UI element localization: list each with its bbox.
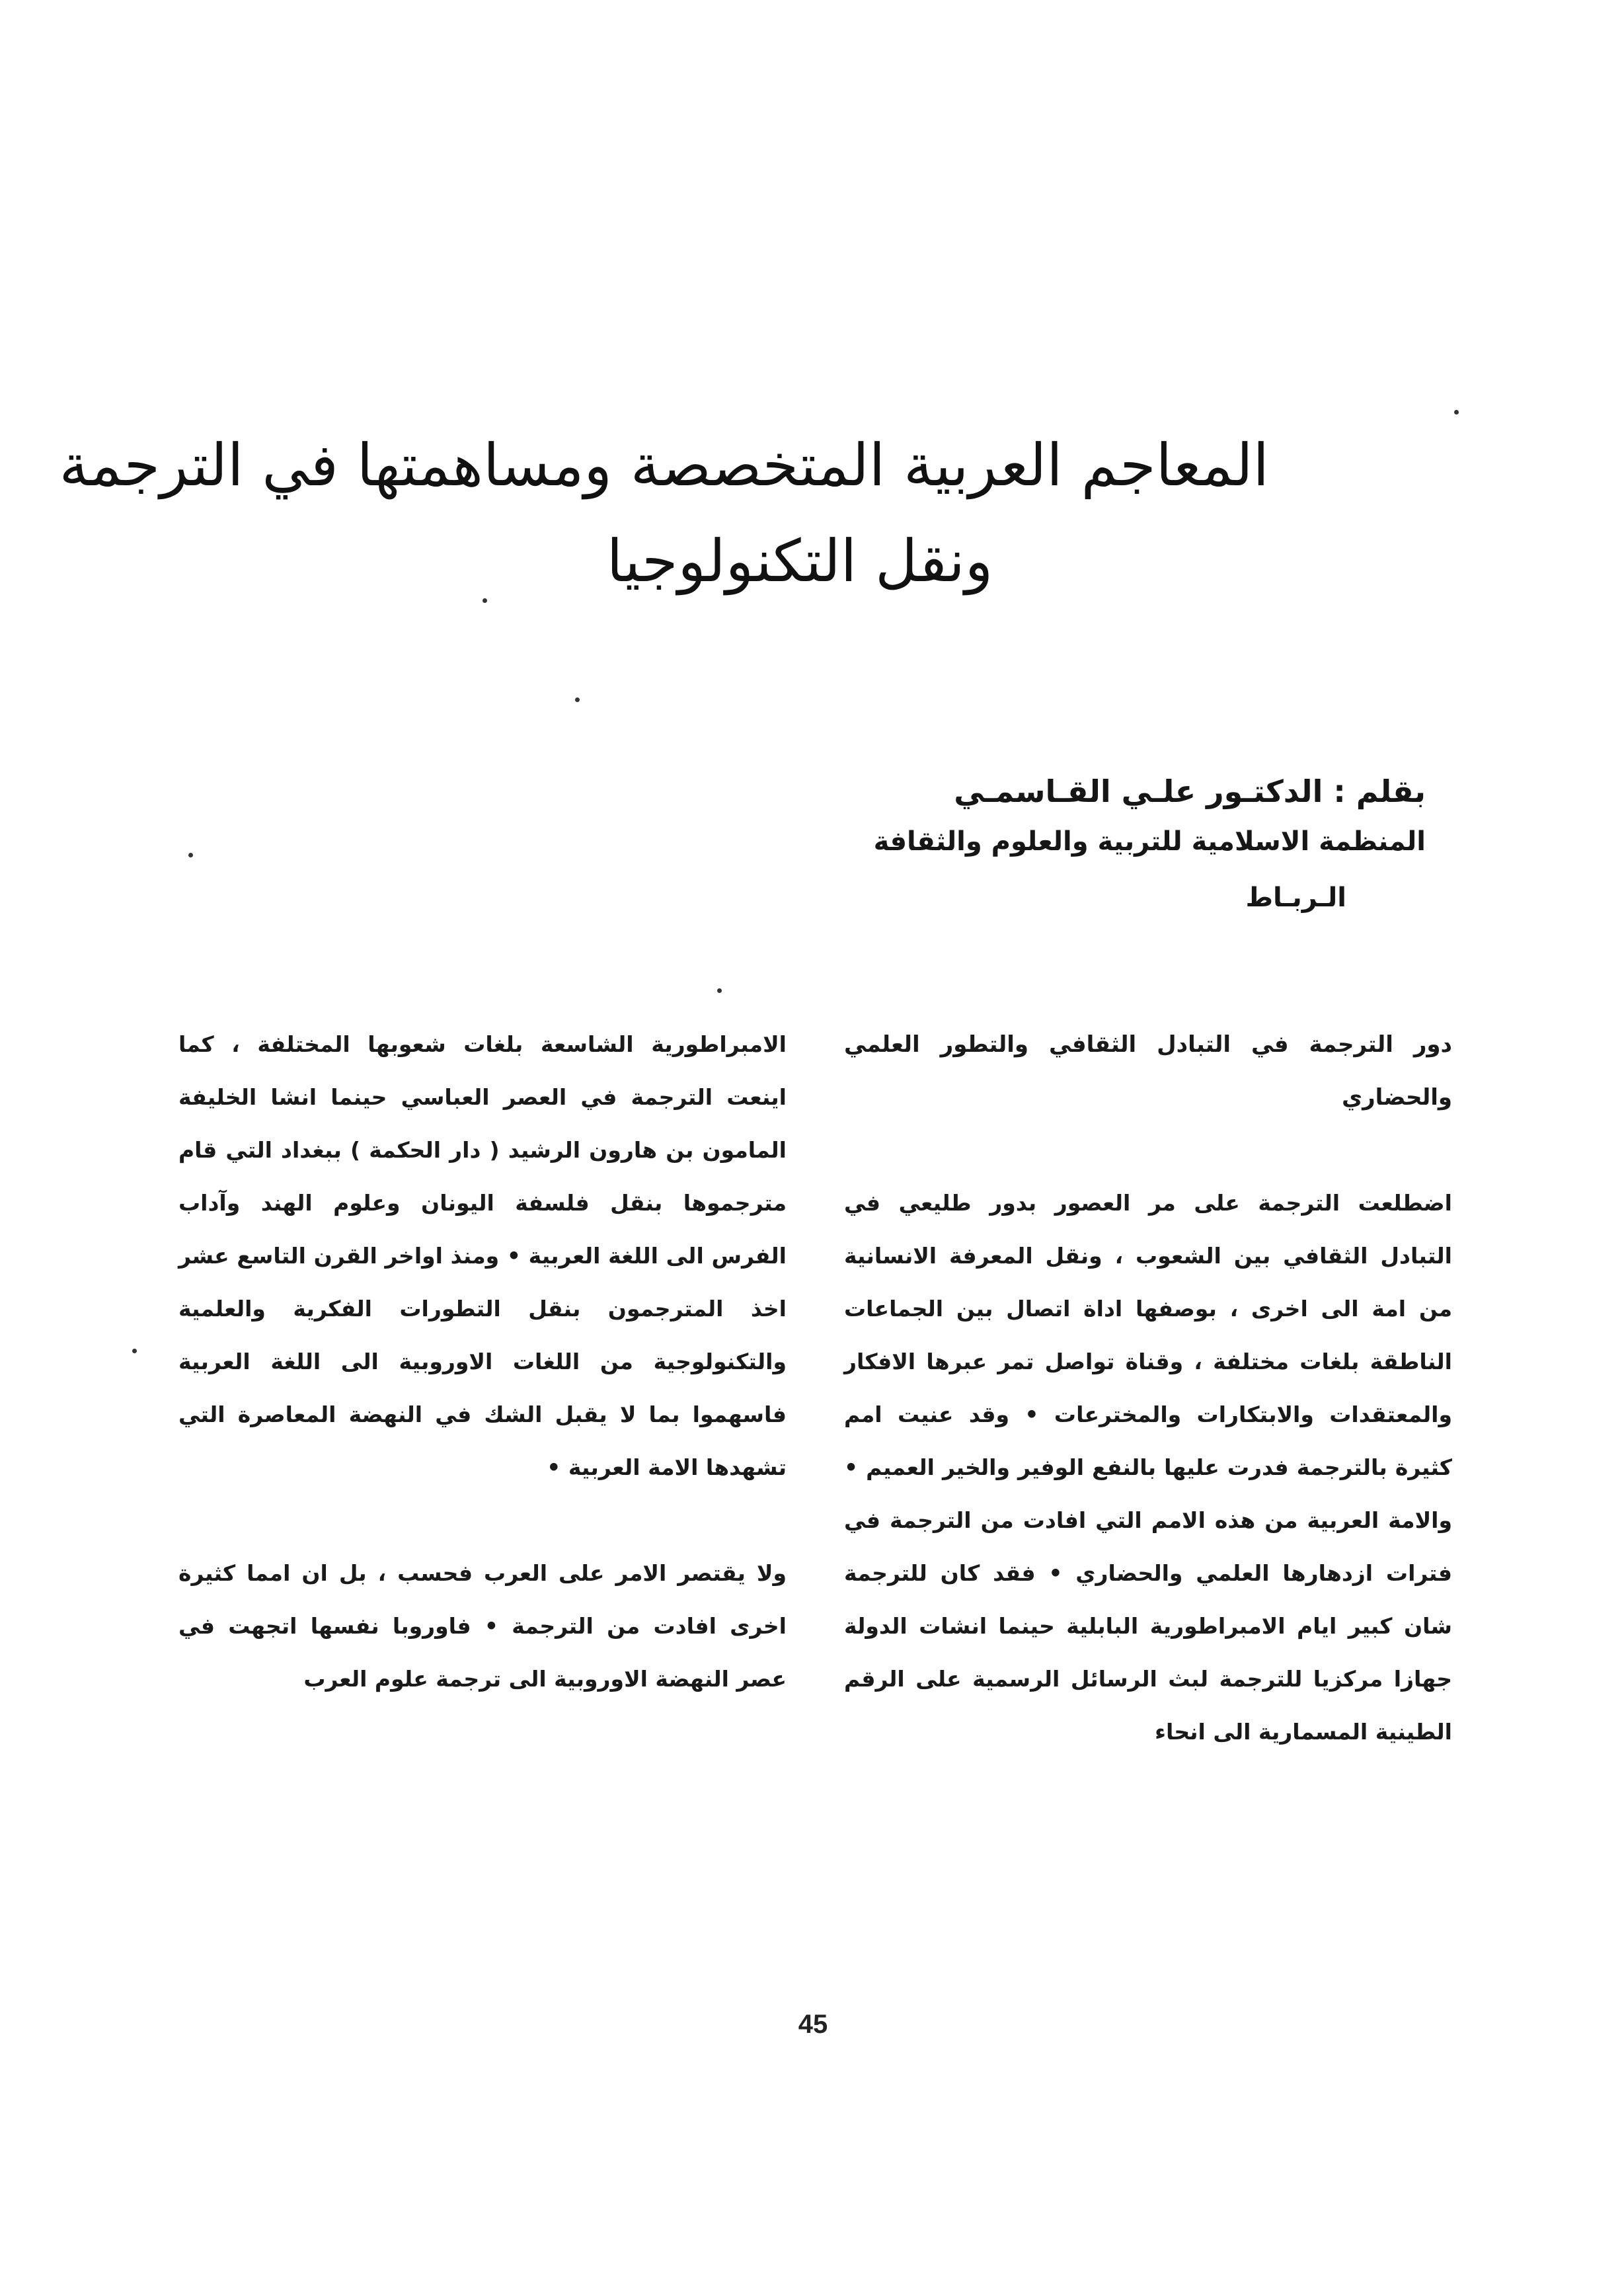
page-number: 45 bbox=[798, 2010, 828, 2039]
scan-speck bbox=[575, 697, 580, 702]
body-paragraph: الامبراطورية الشاسعة بلغات شعوبها المختلفة ، كما اينعت الترجمة في العصر العباسي حينما انشا الخليفة المامون بن هارون الرشيد ( دار الحكمة ) ببغداد التي قام مترجموها بنقل فلسفة اليونان وعلوم الهند وآداب الفرس الى اللغة العربية • ومنذ اواخر القرن التاسع عشر اخذ المترجمون بنقل التطورات الفكرية والعلمية والتكنولوجية من اللغات الاوروبية الى اللغة العربية فاسهموا بما لا يقبل الشك في النهضة المعاصرة التي تشهدها الامة العربية • bbox=[178, 1031, 787, 1480]
scan-speck bbox=[483, 598, 487, 603]
scan-speck bbox=[717, 988, 722, 993]
author-line: بقلم : الدكتـور علـي القـاسمـي bbox=[954, 773, 1426, 809]
article-title-line-2: ونقل التكنولوجيا bbox=[606, 527, 993, 595]
city-line: الـربـاط bbox=[1245, 883, 1346, 913]
left-text-column bbox=[178, 1018, 787, 1706]
section-heading: دور الترجمة في التبادل الثقافي والتطور العلمي والحضاري bbox=[844, 1031, 1452, 1111]
article-title-line-1: المعاجم العربية المتخصصة ومساهمتها في الترجمة bbox=[59, 431, 1269, 499]
right-text-column bbox=[844, 1018, 1452, 1759]
body-paragraph: ولا يقتصر الامر على العرب فحسب ، بل ان امما كثيرة اخرى افادت من الترجمة • فاوروبا نفسها اتجهت في عصر النهضة الاوروبية الى ترجمة علوم العرب bbox=[178, 1560, 787, 1692]
scan-speck bbox=[188, 853, 193, 857]
scan-speck bbox=[132, 1349, 137, 1353]
scan-speck bbox=[1454, 410, 1459, 415]
body-paragraph: اضطلعت الترجمة على مر العصور بدور طليعي في التبادل الثقافي بين الشعوب ، ونقل المعرفة الانسانية من امة الى اخرى ، بوصفها اداة اتصال بين الجماعات الناطقة بلغات مختلفة ، وقناة تواصل تمر عبرها الافكار والمعتقدات والابتكارات والمخترعات • وقد عنيت امم كثيرة بالترجمة فدرت عليها بالنفع الوفير والخير العميم • والامة العربية من هذه الامم التي افادت من الترجمة في فترات ازدهارها العلمي والحضاري • فقد كان للترجمة شان كبير ايام الامبراطورية البابلية حينما انشات الدولة جهازا مركزيا للترجمة لبث الرسائل الرسمية على الرقم الطينية المسمارية الى انحاء bbox=[844, 1190, 1452, 1745]
organization-line: المنظمة الاسلامية للتربية والعلوم والثقافة bbox=[873, 826, 1426, 857]
